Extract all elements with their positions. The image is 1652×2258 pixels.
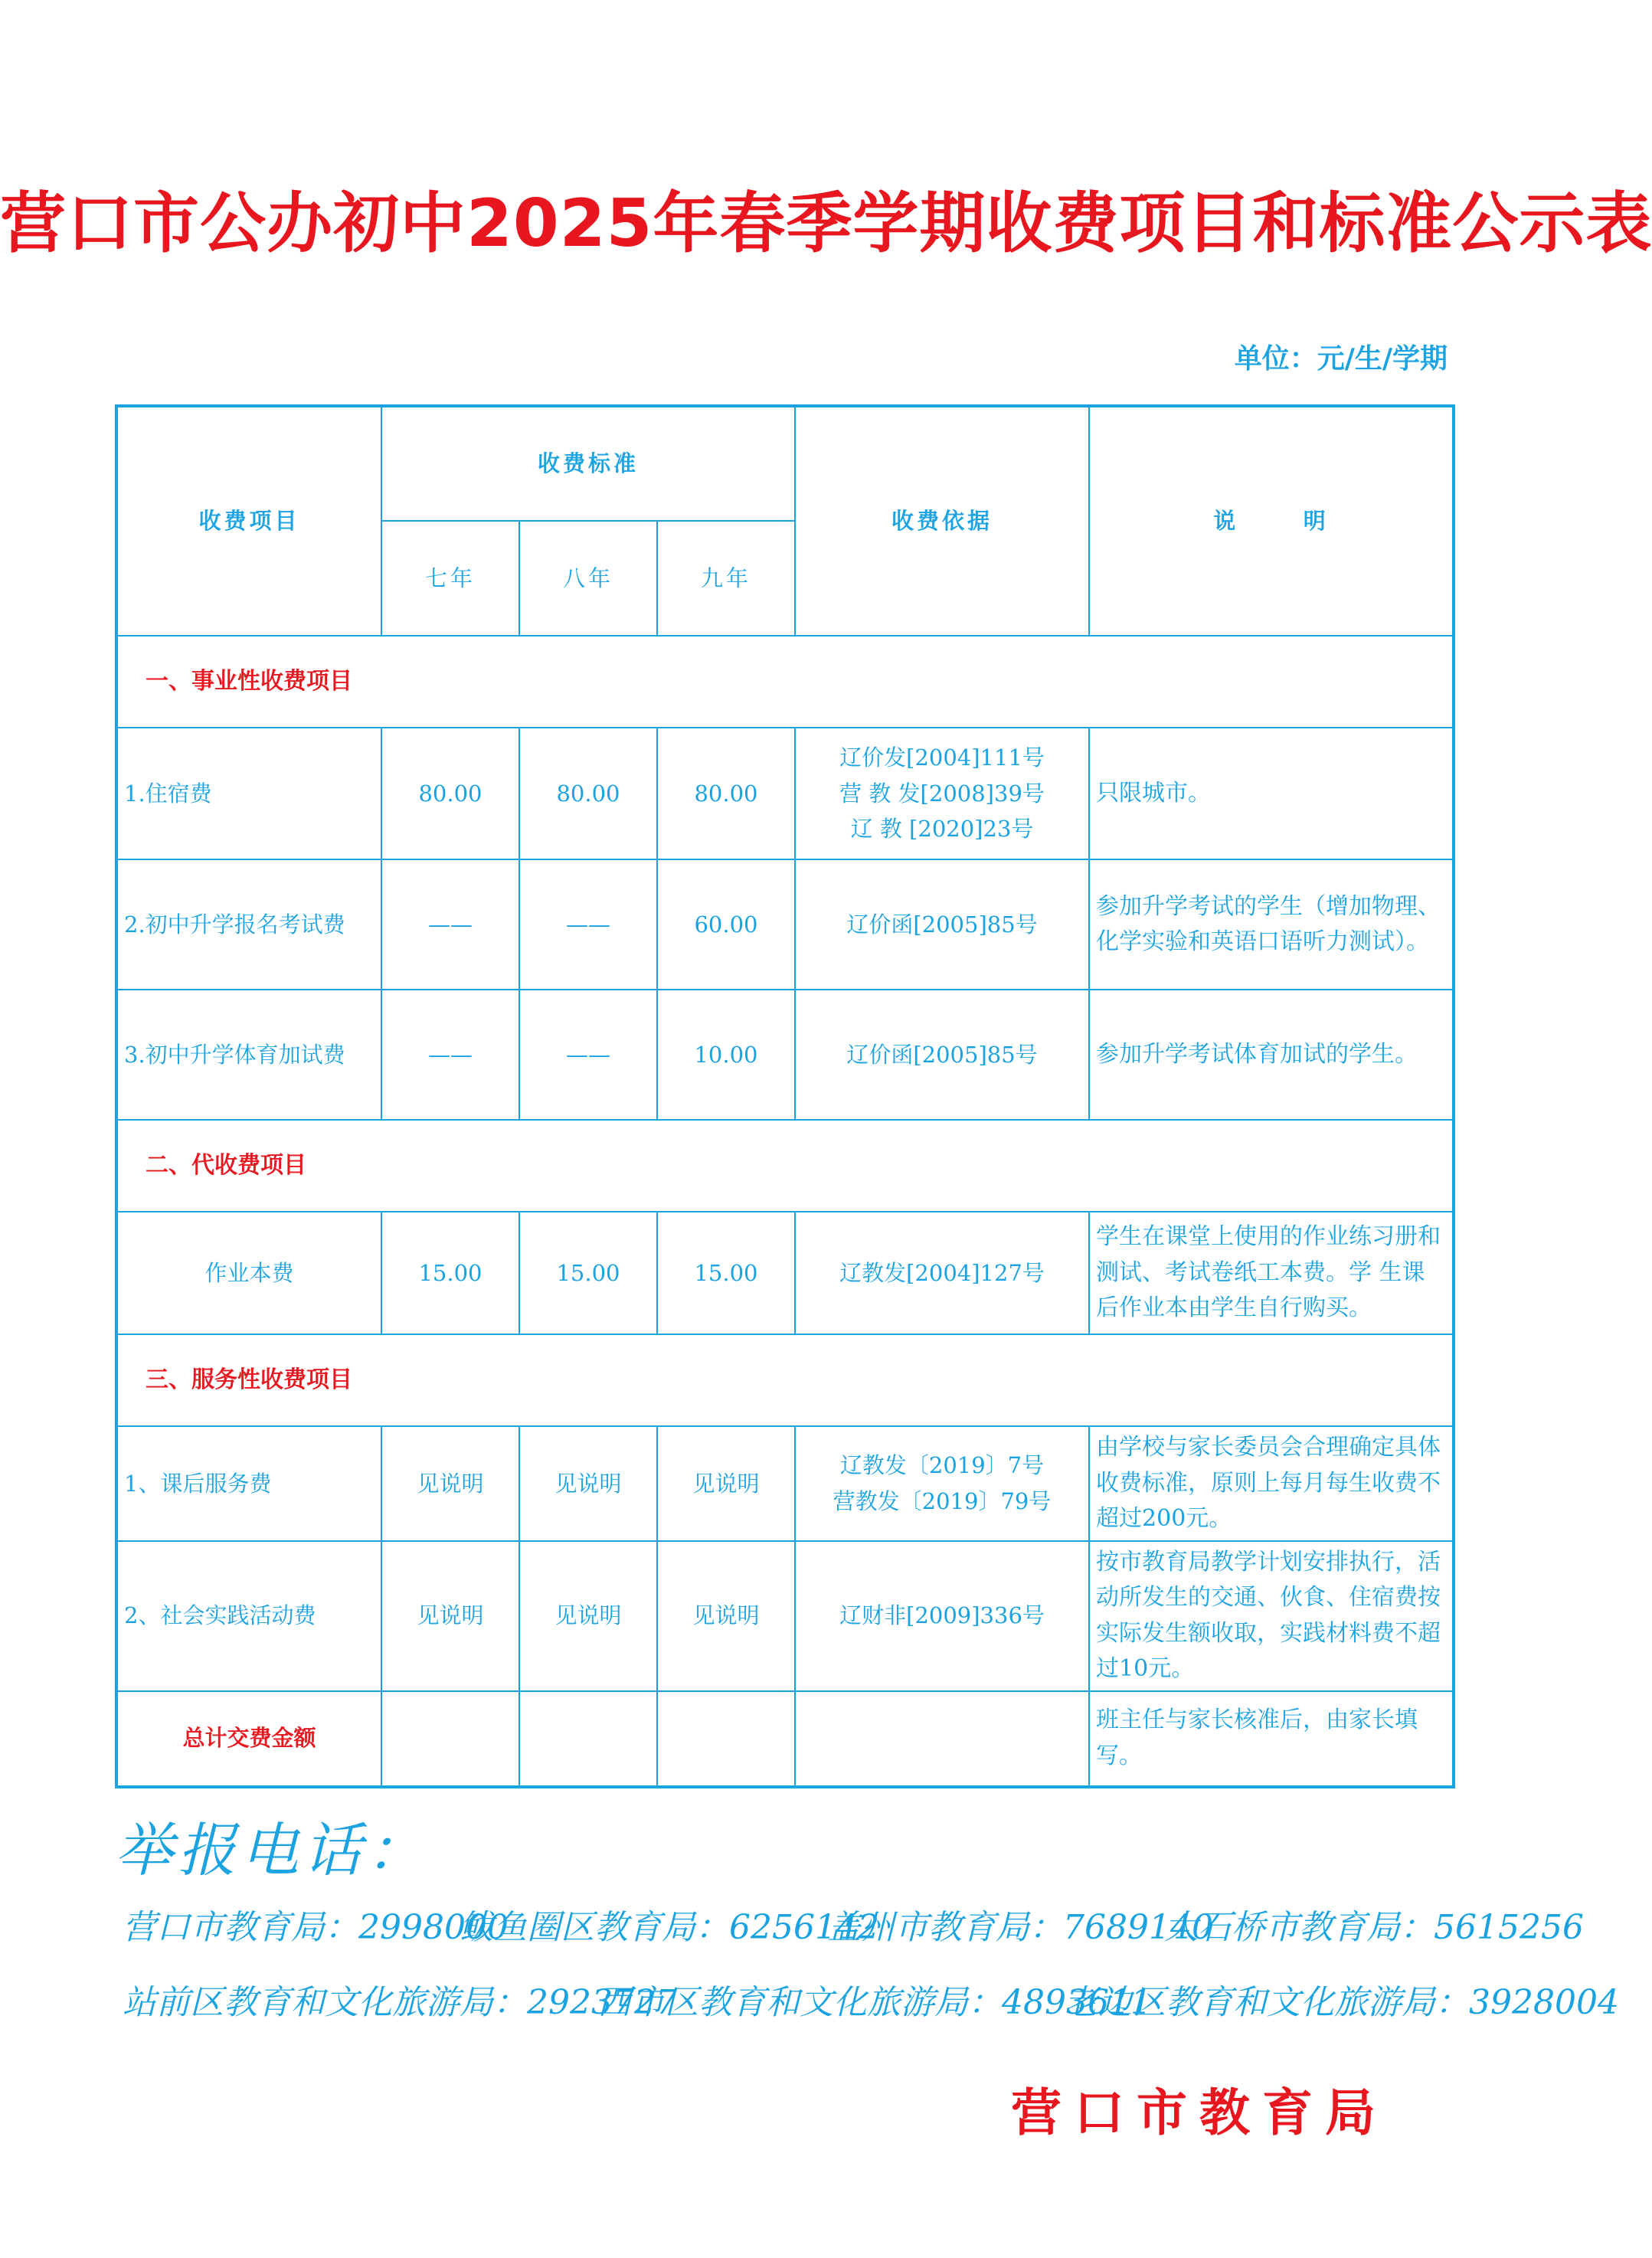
row-grade-9: 10.00: [657, 990, 795, 1120]
section-title: 一、事业性收费项目: [116, 636, 1454, 728]
row-basis: [795, 1426, 1089, 1541]
total-label: 总计交费金额: [116, 1691, 381, 1787]
row-name: 2.初中升学报名考试费: [116, 859, 381, 990]
row-grade-9: 15.00: [657, 1212, 795, 1334]
row-grade-7: 80.00: [381, 728, 519, 859]
contact-item: 营口市教育局：2998000: [123, 1908, 509, 1947]
basis-line: 辽教发〔2019〕7号: [839, 1452, 1045, 1479]
total-note: 班主任与家长核准后，由家长填写。: [1089, 1691, 1454, 1787]
row-note: 只限城市。: [1089, 728, 1454, 859]
total-grade-9: [657, 1691, 795, 1787]
row-name: 1、课后服务费: [116, 1426, 381, 1541]
section-title: 三、服务性收费项目: [116, 1334, 1454, 1426]
basis-line: 营 教 发[2008]39号: [839, 780, 1045, 807]
page-title: 营口市公办初中2025年春季学期收费项目和标准公示表: [0, 185, 1652, 262]
basis-line: 辽财非[2009]336号: [839, 1602, 1045, 1629]
basis-line: 辽价函[2005]85号: [846, 1041, 1038, 1068]
row-note: 学生在课堂上使用的作业练习册和测试、考试卷纸工本费。学 生课后作业本由学生自行购买。: [1089, 1212, 1454, 1334]
unit-label: 单位：元/生/学期: [1234, 343, 1448, 375]
row-note: 参加升学考试的学生（增加物理、化学实验和英语口语听力测试）。: [1089, 859, 1454, 990]
header-item: 收费项目: [116, 406, 381, 636]
row-basis: [795, 728, 1089, 859]
issuer-name: 营口市教育局: [1011, 2083, 1388, 2142]
row-grade-8: 见说明: [519, 1426, 657, 1541]
row-grade-8: ——: [519, 990, 657, 1120]
row-basis: [795, 990, 1089, 1120]
row-grade-7: 见说明: [381, 1426, 519, 1541]
total-grade-7: [381, 1691, 519, 1787]
contact-item: 老边区教育和文化旅游局：3928004: [1065, 1983, 1619, 2022]
contact-item: 大石桥市教育局：5615256: [1164, 1908, 1584, 1947]
row-grade-7: 见说明: [381, 1541, 519, 1691]
row-name: 作业本费: [116, 1212, 381, 1334]
row-grade-9: 80.00: [657, 728, 795, 859]
row-basis: [795, 859, 1089, 990]
row-basis: [795, 1541, 1089, 1691]
row-grade-8: 见说明: [519, 1541, 657, 1691]
row-grade-9: 见说明: [657, 1541, 795, 1691]
row-note: 按市教育局教学计划安排执行，活动所发生的交通、伙食、住宿费按实际发生额收取，实践材料费不超过10元。: [1089, 1541, 1454, 1691]
header-standard: 收费标准: [381, 406, 795, 521]
report-title: 举报电话：: [115, 1816, 429, 1884]
header-note: 说 明: [1089, 406, 1454, 636]
basis-line: 辽教发[2004]127号: [839, 1259, 1045, 1286]
section-title: 二、代收费项目: [116, 1120, 1454, 1212]
row-grade-8: ——: [519, 859, 657, 990]
row-grade-7: ——: [381, 990, 519, 1120]
row-name: 3.初中升学体育加试费: [116, 990, 381, 1120]
basis-line: 辽 教 [2020]23号: [850, 816, 1034, 843]
row-grade-8: 15.00: [519, 1212, 657, 1334]
header-grade-9: 九年: [657, 521, 795, 636]
total-basis: [795, 1691, 1089, 1787]
row-grade-9: 见说明: [657, 1426, 795, 1541]
row-name: 1.住宿费: [116, 728, 381, 859]
row-basis: [795, 1212, 1089, 1334]
total-grade-8: [519, 1691, 657, 1787]
basis-line: 辽价函[2005]85号: [846, 911, 1038, 938]
row-grade-7: ——: [381, 859, 519, 990]
contact-item: 西市区教育和文化旅游局：4893611: [597, 1983, 1152, 2022]
basis-line: 辽价发[2004]111号: [839, 744, 1045, 771]
contact-item: 盖州市教育局：7689140: [827, 1908, 1213, 1947]
row-grade-9: 60.00: [657, 859, 795, 990]
fee-table: [115, 404, 1455, 1788]
row-grade-7: 15.00: [381, 1212, 519, 1334]
row-grade-8: 80.00: [519, 728, 657, 859]
contact-item: 鲅鱼圈区教育局：6256142: [460, 1908, 879, 1947]
row-name: 2、社会实践活动费: [116, 1541, 381, 1691]
basis-line: 营教发〔2019〕79号: [833, 1487, 1052, 1514]
row-note: 参加升学考试体育加试的学生。: [1089, 990, 1454, 1120]
header-grade-8: 八年: [519, 521, 657, 636]
row-note: 由学校与家长委员会合理确定具体收费标准，原则上每月每生收费不超过200元。: [1089, 1426, 1454, 1541]
header-basis: 收费依据: [795, 406, 1089, 636]
header-grade-7: 七年: [381, 521, 519, 636]
contact-item: 站前区教育和文化旅游局：2923727: [123, 1983, 677, 2022]
